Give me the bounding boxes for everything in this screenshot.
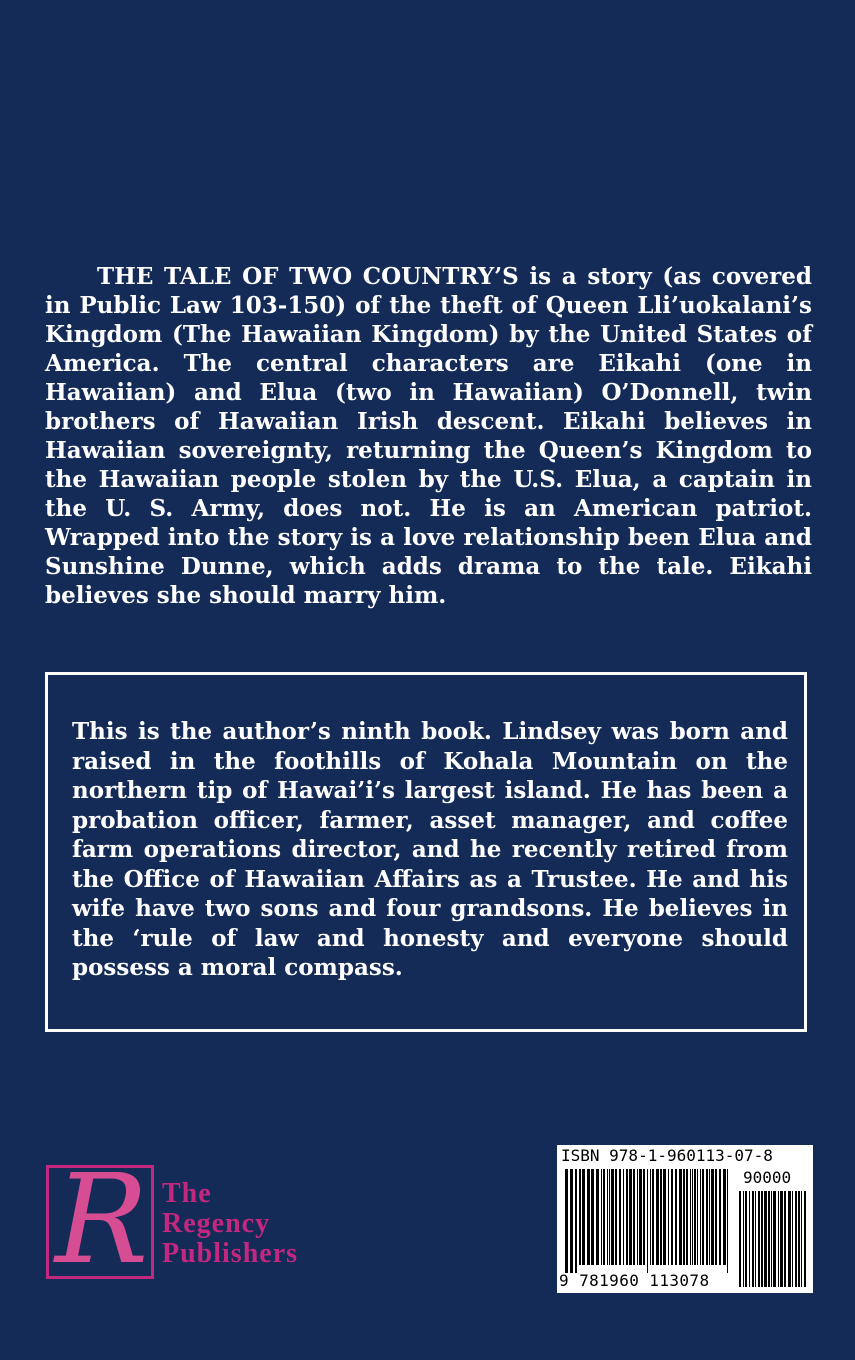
barcode-bar xyxy=(690,1169,691,1265)
barcode-bar xyxy=(579,1169,581,1265)
publisher-name-line: Publishers xyxy=(162,1238,299,1269)
author-bio-box xyxy=(45,672,807,1032)
barcode-bar xyxy=(637,1169,638,1265)
barcode-bar xyxy=(587,1169,590,1265)
barcode-bar xyxy=(788,1191,791,1287)
barcode-bars-main xyxy=(565,1169,729,1273)
barcode-bar xyxy=(603,1169,605,1265)
barcode-bar xyxy=(650,1169,651,1265)
barcode-bar xyxy=(626,1169,628,1265)
barcode-bar xyxy=(795,1191,797,1287)
barcode-bar xyxy=(727,1169,728,1273)
barcode-bar xyxy=(663,1169,666,1265)
barcode-bar xyxy=(768,1191,770,1287)
barcode-addon-number: 90000 xyxy=(743,1168,792,1187)
barcode-bar xyxy=(668,1169,669,1265)
barcode-bar xyxy=(643,1169,645,1265)
barcode-bar xyxy=(623,1169,624,1265)
barcode-bar xyxy=(697,1169,698,1265)
barcode-bar xyxy=(694,1169,696,1265)
publisher-logo xyxy=(46,1148,386,1292)
barcode-bar xyxy=(615,1169,617,1265)
barcode-bars-addon xyxy=(739,1191,807,1287)
barcode-bar xyxy=(639,1169,642,1265)
publisher-name-line: Regency xyxy=(162,1208,271,1239)
isbn-barcode xyxy=(557,1145,813,1293)
barcode-bar xyxy=(601,1169,602,1265)
barcode-bar xyxy=(764,1191,767,1287)
barcode-bar xyxy=(660,1169,662,1265)
barcode-bar xyxy=(739,1191,741,1287)
isbn-label: ISBN 978-1-960113-07-8 xyxy=(561,1146,773,1165)
barcode-bar xyxy=(683,1169,685,1265)
barcode-bar xyxy=(647,1169,648,1273)
barcode-bar xyxy=(745,1191,747,1287)
barcode-bar xyxy=(679,1169,682,1265)
barcode-bar xyxy=(761,1191,763,1287)
barcode-bar xyxy=(798,1191,800,1287)
barcode-bar xyxy=(686,1169,688,1265)
publisher-monogram-letter: R xyxy=(55,1148,149,1292)
barcode-bar xyxy=(749,1191,750,1287)
barcode-bar xyxy=(656,1169,659,1265)
publisher-name xyxy=(162,1179,298,1269)
barcode-bar xyxy=(607,1169,608,1265)
barcode-bar xyxy=(711,1169,714,1265)
back-cover-blurb: THE TALE OF TWO COUNTRY’S is a story (as covered in Public Law 103-150) of the theft of Queen Lli’uokalani’s Kingdom (The Hawaiian Kingdom) by the United States of America. The central characters are Eikahi (one in Hawaiian) and Elua (two in Hawaiian) O’Donnell, twin brothers of Hawaiian Irish descent. Eikahi believes in Hawaiian sovereignty, returning the Queen’s Kingdom to the Hawaiian people stolen by the U.S. Elua, a captain in the U. S. Army, does not. He is an American patriot. Wrapped into the story is a love relationship been Elua and Sunshine Dunne, which adds drama to the tale. Eikahi believes she should marry him. xyxy=(45,263,812,609)
barcode-bar xyxy=(780,1191,783,1287)
barcode-bar xyxy=(752,1191,754,1287)
barcode-bar xyxy=(596,1169,599,1265)
barcode-bar xyxy=(575,1169,577,1273)
barcode-bar xyxy=(792,1191,793,1287)
barcode-bar xyxy=(611,1169,614,1265)
barcode-bar xyxy=(743,1191,744,1287)
barcode-bar xyxy=(706,1169,708,1265)
barcode-bar xyxy=(570,1169,573,1273)
ean-digits: 9 781960 113078 xyxy=(559,1271,710,1290)
barcode-bar xyxy=(629,1169,632,1265)
publisher-name-line: The xyxy=(162,1178,212,1209)
barcode-bar xyxy=(675,1169,677,1265)
barcode-bar xyxy=(609,1169,610,1265)
barcode-bar xyxy=(582,1169,585,1265)
barcode-bar xyxy=(715,1169,717,1265)
barcode-bar xyxy=(804,1191,806,1287)
barcode-bar xyxy=(719,1169,721,1265)
barcode-bar xyxy=(755,1191,756,1287)
barcode-bar xyxy=(758,1191,760,1287)
barcode-bar xyxy=(671,1169,673,1265)
barcode-bar xyxy=(565,1169,568,1273)
barcode-bar xyxy=(773,1191,776,1287)
barcode-bar xyxy=(591,1169,594,1265)
barcode-bar xyxy=(619,1169,621,1265)
barcode-bar xyxy=(652,1169,654,1265)
publisher-monogram-frame xyxy=(46,1148,154,1292)
barcode-bar xyxy=(702,1169,704,1265)
barcode-bar xyxy=(778,1191,779,1287)
barcode-bar xyxy=(784,1191,786,1287)
barcode-bar xyxy=(700,1169,701,1265)
barcode-bar xyxy=(633,1169,635,1265)
barcode-bar xyxy=(692,1169,693,1265)
barcode-bar xyxy=(801,1191,802,1287)
barcode-bar xyxy=(709,1169,710,1265)
barcode-bar xyxy=(723,1169,726,1265)
author-bio-text: This is the author’s ninth book. Lindsey was born and raised in the foothills of Kohala Mountain on the northern tip of Hawai’i’s largest island. He has been a probation officer, farmer, asset manager, and coffee farm operations director, and he recently retired from the Office of Hawaiian Affairs as a Trustee. He and his wife have two sons and four grandsons. He believes in the ‘rule of law and honesty and everyone should possess a moral compass. xyxy=(72,718,788,981)
barcode-bar xyxy=(771,1191,772,1287)
